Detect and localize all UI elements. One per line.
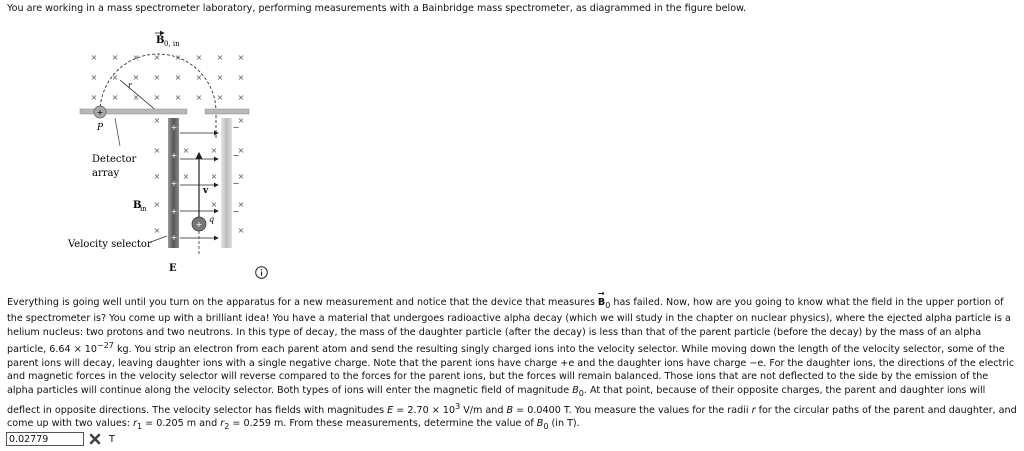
svg-text:×: ×: [182, 146, 190, 155]
b0-field-label: [155, 33, 180, 48]
svg-text:×: ×: [237, 53, 245, 62]
magnetic-field-marks-upper: [91, 53, 245, 102]
svg-text:E: E: [169, 263, 177, 274]
svg-text:×: ×: [153, 73, 161, 82]
svg-text:×: ×: [153, 146, 161, 155]
svg-text:×: ×: [90, 93, 98, 102]
svg-text:q: q: [209, 215, 215, 224]
svg-text:×: ×: [111, 93, 119, 102]
svg-text:×: ×: [210, 172, 218, 181]
svg-text:+: +: [195, 220, 203, 229]
detector-label-1: Detector: [92, 154, 137, 165]
svg-text:×: ×: [132, 53, 140, 62]
svg-text:×: ×: [90, 53, 98, 62]
svg-text:+: +: [170, 123, 178, 132]
svg-text:+: +: [170, 151, 178, 160]
bin-field-label: [133, 200, 147, 213]
svg-text:×: ×: [237, 116, 245, 125]
svg-text:+: +: [170, 179, 178, 188]
answer-input[interactable]: [6, 432, 84, 446]
question-intro: You are working in a mass spectrometer laboratory, performing measurements with a Bainbridge mass spectrometer, as diagrammed in the figure below.: [7, 3, 747, 14]
svg-text:×: ×: [174, 53, 182, 62]
velocity-selector-label: Velocity selector: [68, 239, 152, 250]
svg-text:×: ×: [210, 200, 218, 209]
svg-text:×: ×: [216, 73, 224, 82]
mass-spectrometer-diagram: [60, 28, 280, 280]
svg-text:B: B: [133, 200, 142, 211]
svg-text:×: ×: [216, 93, 224, 102]
radius-line: [120, 80, 158, 112]
svg-text:r: r: [128, 81, 132, 90]
svg-text:×: ×: [153, 93, 161, 102]
incorrect-x-icon: [89, 433, 101, 445]
svg-text:×: ×: [153, 200, 161, 209]
svg-text:v: v: [203, 186, 209, 196]
answer-row: [6, 432, 115, 446]
svg-text:−: −: [232, 151, 240, 160]
info-icon[interactable]: [255, 266, 268, 279]
svg-text:B: B: [156, 35, 165, 46]
svg-text:×: ×: [210, 146, 218, 155]
svg-text:×: ×: [195, 53, 203, 62]
svg-text:×: ×: [132, 93, 140, 102]
svg-text:−: −: [232, 179, 240, 188]
detector-plate-right: [205, 109, 249, 114]
svg-text:×: ×: [153, 172, 161, 181]
svg-text:×: ×: [132, 73, 140, 82]
svg-text:×: ×: [237, 226, 245, 235]
svg-text:×: ×: [195, 73, 203, 82]
negative-plate: [221, 118, 232, 248]
svg-text:×: ×: [174, 93, 182, 102]
svg-text:×: ×: [237, 73, 245, 82]
svg-text:×: ×: [237, 146, 245, 155]
svg-text:×: ×: [237, 93, 245, 102]
svg-text:×: ×: [153, 116, 161, 125]
svg-text:−: −: [232, 207, 240, 216]
svg-text:×: ×: [195, 93, 203, 102]
svg-text:×: ×: [174, 73, 182, 82]
problem-text: Everything is going well until you turn on the apparatus for a new measurement and notice that the device that measures → $B_0$ has failed. Now, how are you going to know what the field in the upper portion of the spectrometer is? You come up with a brilliant idea! You have a material that undergoes radioactive alpha decay (which we will study in the chapter on nuclear physics), where the ejected alpha particle is a helium nucleus: two protons and two neutrons. In this type of decay, the mass of the daughter particle (after the decay) is less than that of the parent particle (before the decay) by the mass of an alpha particle, $6.64 \times 10^{-27}$ kg. You strip an electron from each parent atom and send the resulting singly charged ions into the velocity selector. While moving down the length of the velocity selector, some of the parent ions will decay, leaving daughter ions with a single negative charge. Note that the parent ions have charge +e and the daughter ions have charge −e. For the daughter ions, the directions of the electric and magnetic forces in the velocity selector will reverse compared to the forces for the parent ions, but the forces will remain balanced. Those ions that are not deflected to the side by the emission of the alpha particles will continue along the velocity selector. Both types of ions will enter the magnetic field of magnitude $B_0$. At that point, because of their opposite charges, the parent and daughter ions will deflect in opposite directions. The velocity selector has fields with magnitudes $E = 2.70 \times 10^3$ V/m and B = 0.0400 T. You measure the values for the radii r for the circular paths of the parent and daughter, and come up with two values: $r_1 = 0.205$ m and $r_2 = 0.259$ m. From these measurements, determine the value of $B_0$ (in T).: [7, 296, 1017, 434]
svg-text:×: ×: [182, 172, 190, 181]
answer-unit: T: [109, 433, 115, 445]
svg-text:×: ×: [111, 73, 119, 82]
svg-text:+: +: [170, 233, 178, 242]
detector-label-2: array: [92, 168, 120, 179]
svg-text:×: ×: [111, 53, 119, 62]
svg-text:×: ×: [153, 226, 161, 235]
svg-text:−: −: [232, 123, 240, 132]
svg-text:+: +: [170, 207, 178, 216]
svg-text:P: P: [97, 123, 104, 133]
svg-text:0, in: 0, in: [164, 40, 180, 48]
svg-text:×: ×: [153, 53, 161, 62]
svg-text:×: ×: [237, 200, 245, 209]
svg-text:+: +: [96, 108, 104, 117]
svg-text:×: ×: [237, 172, 245, 181]
svg-text:×: ×: [90, 73, 98, 82]
svg-text:×: ×: [216, 53, 224, 62]
svg-text:in: in: [140, 205, 147, 213]
